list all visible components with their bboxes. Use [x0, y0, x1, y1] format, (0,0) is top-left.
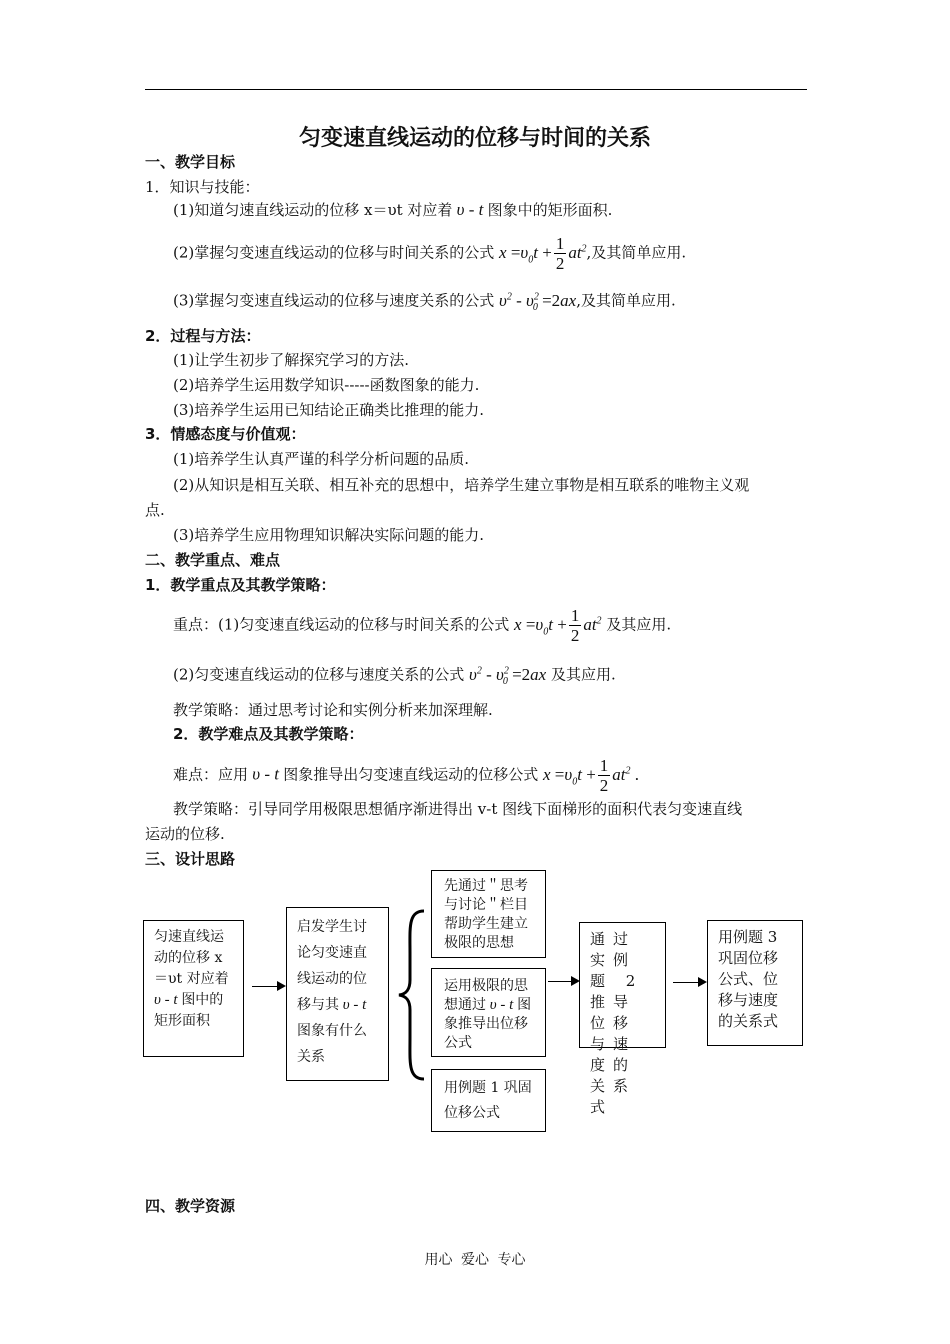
flow-brace — [396, 908, 430, 1082]
flow-box-uniform-motion: 匀速直线运动的位移 x＝υt 对应着 υ - t 图中的矩形面积 — [143, 920, 244, 1057]
formula-displacement: $x =\upsilon_0t$ + $\frac{1}{2}$ $at^2$ — [499, 234, 587, 274]
attitude-line-3: (3)培养学生应用物理知识解决实际问题的能力. — [173, 526, 485, 544]
page-footer: 用心 爱心 专心 — [424, 1252, 526, 1268]
goal-line-1: (1)知道匀速直线运动的位移 x＝υt 对应着 υ - t 图象中的矩形面积. — [173, 200, 613, 219]
subsection-key-points: 1．教学重点及其教学策略： — [145, 576, 336, 594]
section-2-heading: 二、教学重点、难点 — [145, 551, 281, 569]
subsection-knowledge: 1．知识与技能： — [145, 178, 260, 196]
difficulty-strategy-cont: 运动的位移. — [145, 825, 225, 843]
page-title: 匀变速直线运动的位移与时间的关系 — [298, 126, 651, 151]
process-line-1: (1)让学生初步了解探究学习的方法. — [173, 351, 410, 369]
flow-arrow-3 — [673, 982, 705, 983]
header-rule — [145, 89, 807, 90]
process-line-2: (2)培养学生运用数学知识-----函数图象的能力. — [173, 376, 480, 394]
section-1-heading: 一、教学目标 — [145, 153, 236, 171]
key-point-2: (2)匀变速直线运动的位移与速度关系的公式 $\upsilon^2 - \upsilon^2_0 =2ax$ 及其应用. — [173, 664, 616, 688]
attitude-line-1: (1)培养学生认真严谨的科学分析问题的品质. — [173, 450, 470, 468]
flow-box-example-3: 用例题 3 巩固位移公式、位移与速度的关系式 — [707, 920, 803, 1046]
subsection-process: 2．过程与方法： — [145, 327, 261, 345]
difficulty-strategy: 教学策略：引导同学用极限思想循序渐进得出 v-t 图线下面梯形的面积代表匀变速直线 — [173, 800, 743, 818]
difficulty-point: 难点：应用 υ - t 图象推导出匀变速直线运动的位移公式 $x =\upsilon_0t$ + $\frac{1}{2}$ $at^2$ . — [173, 756, 640, 796]
flow-arrow-1 — [252, 986, 284, 987]
flow-box-think-discuss: 先通过＂思考与讨论＂栏目帮助学生建立极限的思想 — [431, 870, 546, 958]
section-4-heading: 四、教学资源 — [145, 1197, 236, 1215]
flow-arrow-2 — [548, 981, 578, 982]
section-3-heading: 三、设计思路 — [145, 850, 236, 868]
key-point-1: 重点：(1)匀变速直线运动的位移与时间关系的公式 $x =\upsilon_0t$ + $\frac{1}{2}$ $at^2$ 及其应用. — [173, 606, 672, 646]
attitude-line-2-cont: 点. — [145, 501, 165, 519]
process-line-3: (3)培养学生运用已知结论正确类比推理的能力. — [173, 401, 485, 419]
attitude-line-2: (2)从知识是相互关联、相互补充的思想中，培养学生建立事物是相互联系的唯物主义观 — [173, 476, 750, 494]
flow-box-limit-derive: 运用极限的思想通过 υ - t 图象推导出位移公式 — [431, 968, 546, 1057]
key-strategy: 教学策略：通过思考讨论和实例分析来加深理解. — [173, 701, 493, 719]
formula-velocity-displacement: $\upsilon^2 - \upsilon^2_0 =2ax$ — [499, 290, 577, 314]
goal-line-2: (2)掌握匀变速直线运动的位移与时间关系的公式 $x =\upsilon_0t$ + $\frac{1}{2}$ $at^2$,及其简单应用. — [173, 234, 687, 274]
subsection-difficulty: 2．教学难点及其教学策略： — [173, 725, 364, 743]
flow-box-example-1: 用例题 1 巩固位移公式 — [431, 1069, 546, 1132]
subsection-attitude: 3．情感态度与价值观： — [145, 425, 306, 443]
flow-box-example-2: 通过实例题 2 推导位移与速度的关系式 — [579, 922, 666, 1048]
goal-line-3: (3)掌握匀变速直线运动的位移与速度关系的公式 $\upsilon^2 - \upsilon^2_0 =2ax$,及其简单应用. — [173, 290, 676, 314]
flow-box-inspire: 启发学生讨论匀变速直线运动的位移与其 υ - t 图象有什么关系 — [286, 907, 389, 1081]
